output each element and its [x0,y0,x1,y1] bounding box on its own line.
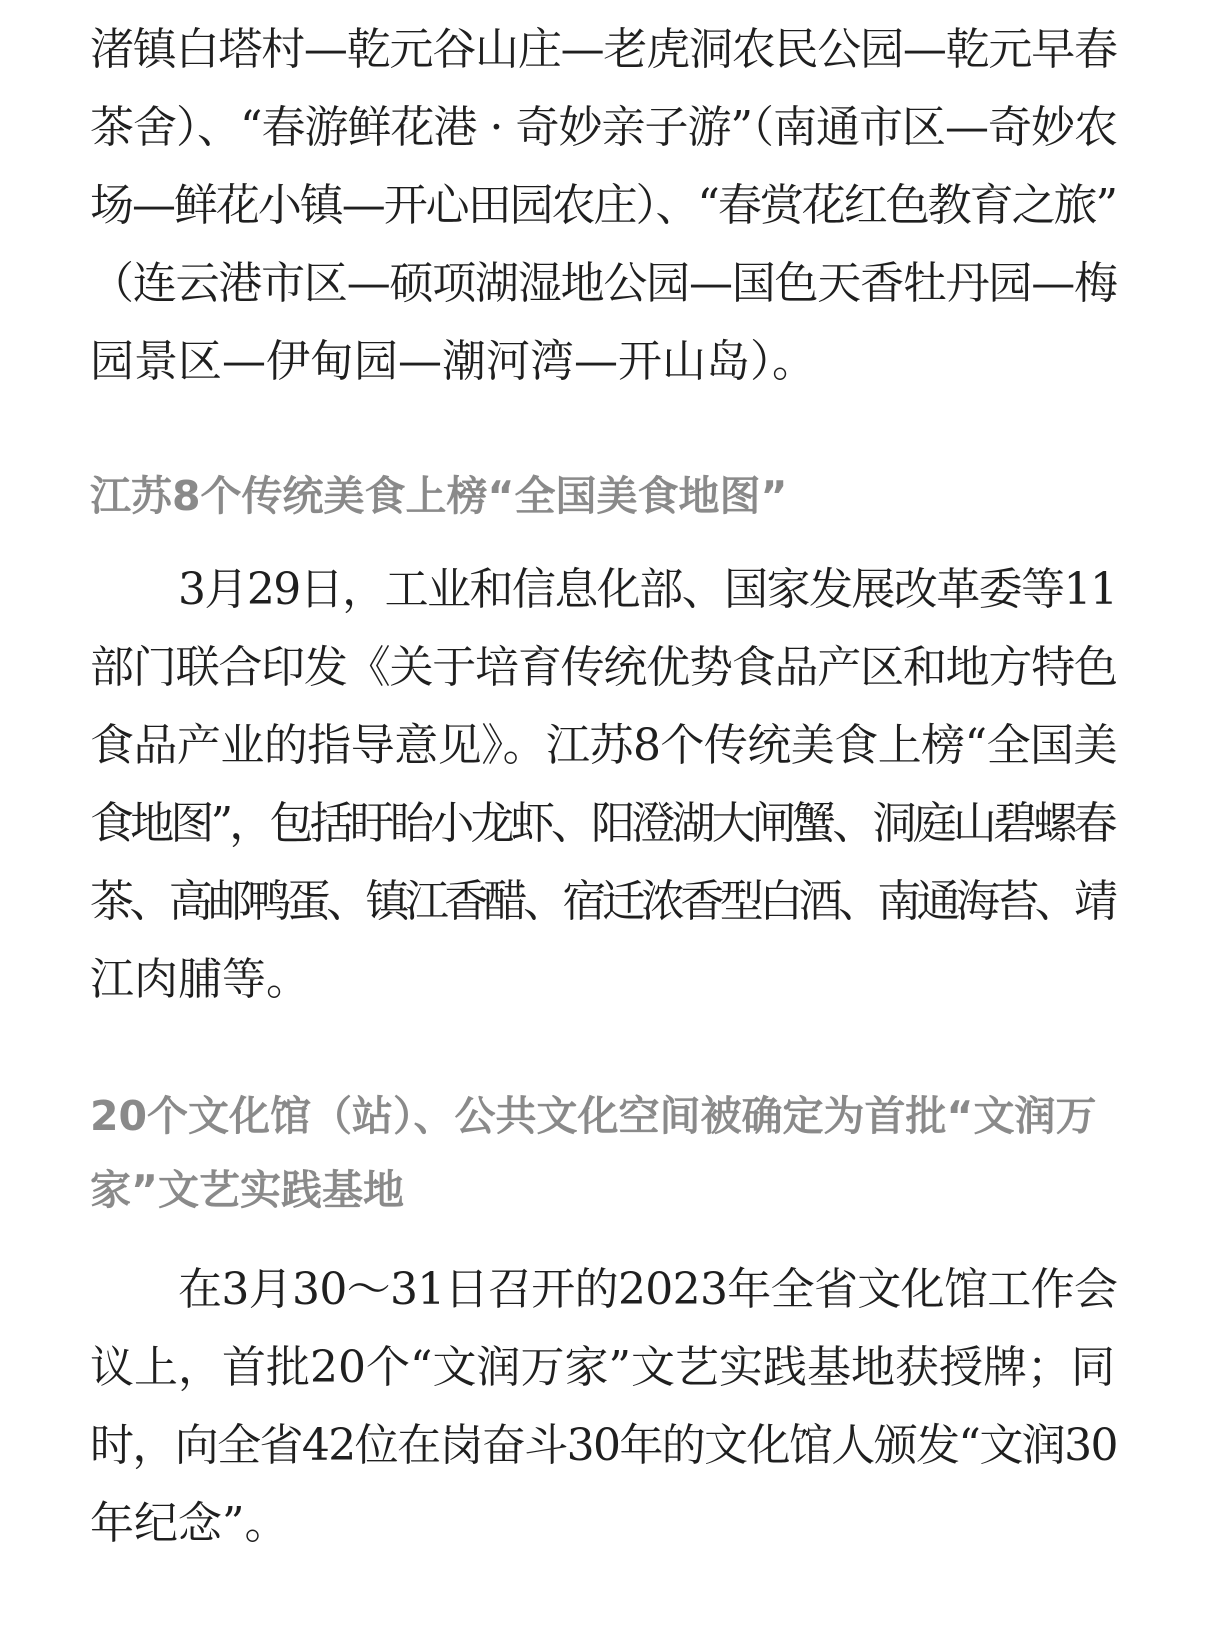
paragraph-line: 场—鲜花小镇—开心田园农庄）、“春赏花红色教育之旅” [90,180,1116,231]
paragraph-line: 食品产业的指导意见》。江苏8个传统美食上榜“全国美 [90,720,1117,771]
paragraph-line: （连云港市区—硕项湖湿地公园—国色天香牡丹园—梅 [90,258,1117,309]
paragraph-line: 部门联合印发《关于培育传统优势食品产区和地方特色 [90,642,1117,693]
paragraph-line: 渚镇白塔村—乾元谷山庄—老虎洞农民公园—乾元早春 [90,24,1117,75]
section-heading-continued: 家”文艺实践基地 [90,1166,404,1214]
section-heading: 江苏8个传统美食上榜“全国美食地图” [90,472,788,520]
paragraph-line: 茶、高邮鸭蛋、镇江香醋、宿迁浓香型白酒、南通海苔、靖 [90,876,1114,927]
section-heading: 20个文化馆（站）、公共文化空间被确定为首批“文润万 [90,1092,1097,1140]
paragraph-line: 年纪念”。 [90,1498,289,1549]
paragraph-line: 园景区—伊甸园—潮河湾—开山岛）。 [90,336,816,387]
paragraph-line: 在3月30～31日召开的2023年全省文化馆工作会 [178,1264,1118,1315]
paragraph-line: 茶舍）、“春游鲜花港 · 奇妙亲子游”（南通市区—奇妙农 [90,102,1117,153]
paragraph-line: 3月29日，工业和信息化部、国家发展改革委等11 [178,564,1117,615]
paragraph-line: 食地图”，包括盱眙小龙虾、阳澄湖大闸蟹、洞庭山碧螺春 [90,798,1114,849]
paragraph-line: 江肉脯等。 [90,954,310,1005]
paragraph-line: 议上，首批20个“文润万家”文艺实践基地获授牌；同 [90,1342,1115,1393]
paragraph-line: 时，向全省42位在岗奋斗30年的文化馆人颁发“文润30 [90,1420,1117,1471]
